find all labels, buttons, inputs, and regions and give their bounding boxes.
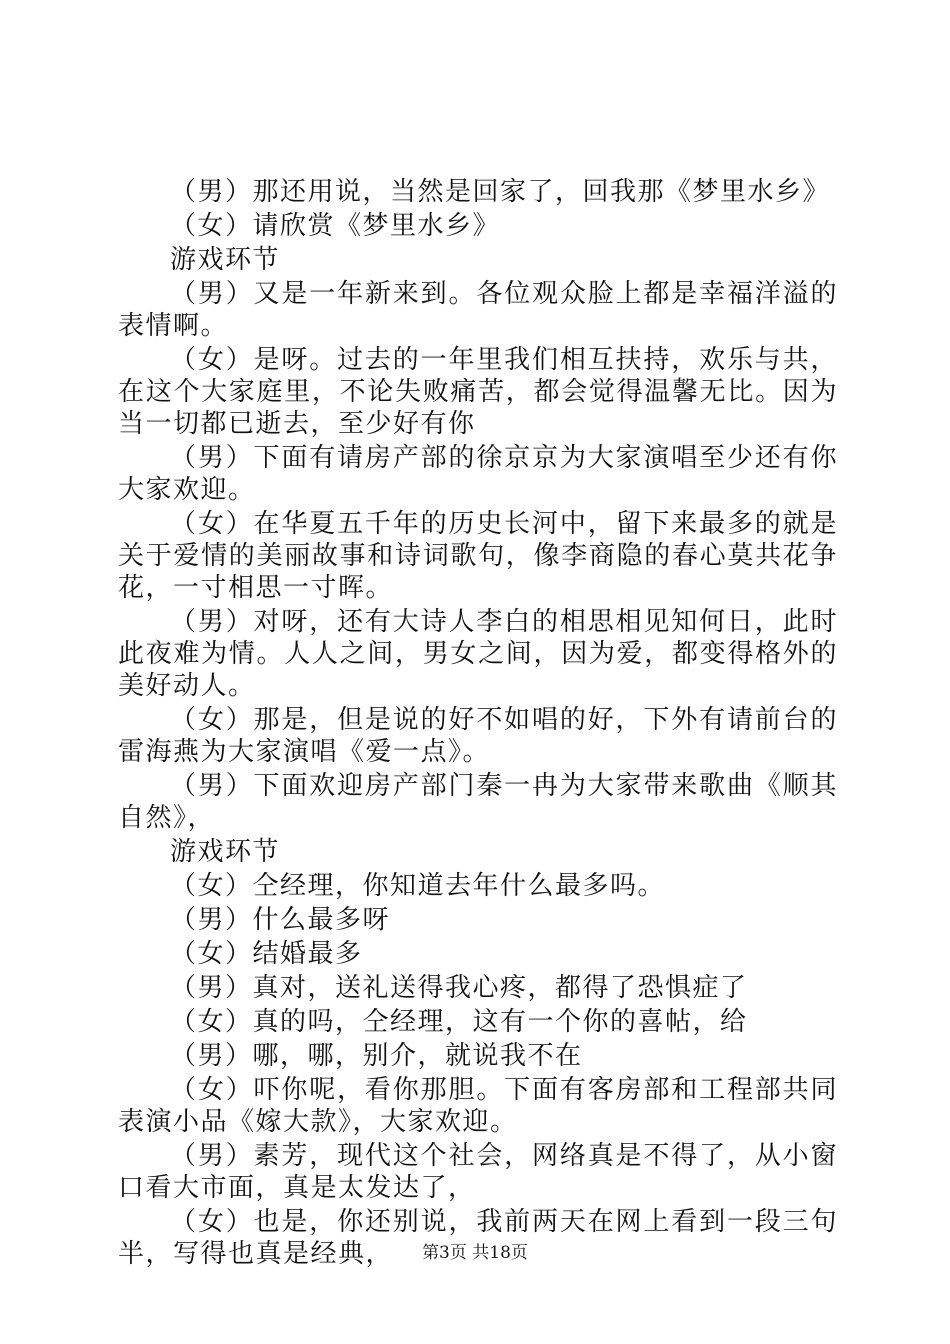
paragraph: （男）下面有请房产部的徐京京为大家演唱至少还有你大家欢迎。	[118, 443, 838, 505]
paragraph: （男）素芳，现代这个社会，网络真是不得了，从小窗口看大市面，真是太发达了，	[118, 1141, 838, 1203]
paragraph: （男）那还用说，当然是回家了，回我那《梦里水乡》	[170, 177, 831, 207]
paragraph: （男）又是一年新来到。各位观众脸上都是幸福洋溢的表情啊。	[118, 279, 838, 341]
page-number-footer: 第3页 共18页	[422, 1243, 528, 1263]
paragraph: （男）什么最多呀	[170, 905, 391, 935]
paragraph: （女）请欣赏《梦里水乡》	[170, 211, 501, 241]
paragraph: （女）真的吗，仝经理，这有一个你的喜帖，给	[170, 1007, 748, 1037]
paragraph: （女）仝经理，你知道去年什么最多吗。	[170, 871, 666, 901]
paragraph: （女）在华夏五千年的历史长河中，留下来最多的就是关于爱情的美丽故事和诗词歌句，像李商隐的春心莫共花争花，一寸相思一寸晖。	[118, 509, 838, 603]
document-body	[118, 176, 838, 1272]
paragraph: （女）吓你呢，看你那胆。下面有客房部和工程部共同表演小品《嫁大款》，大家欢迎。	[118, 1075, 838, 1137]
paragraph: （女）那是，但是说的好不如唱的好，下外有请前台的雷海燕为大家演唱《爱一点》。	[118, 705, 838, 767]
paragraph: （男）哪，哪，别介，就说我不在	[170, 1041, 583, 1071]
paragraph: （男）对呀，还有大诗人李白的相思相见知何日，此时此夜难为情。人人之间，男女之间，因为爱，都变得格外的美好动人。	[118, 607, 838, 701]
section-heading: 游戏环节	[170, 837, 281, 867]
paragraph: （女）结婚最多	[170, 939, 363, 969]
paragraph: （男）真对，送礼送得我心疼，都得了恐惧症了	[170, 973, 748, 1003]
section-heading: 游戏环节	[170, 245, 281, 275]
paragraph: （女）是呀。过去的一年里我们相互扶持，欢乐与共，在这个大家庭里，不论失败痛苦，都会觉得温馨无比。因为当一切都已逝去，至少好有你	[118, 345, 838, 439]
paragraph: （男）下面欢迎房产部门秦一冉为大家带来歌曲《顺其自然》，	[118, 771, 838, 833]
paragraph: （女）也是，你还别说，我前两天在网上看到一段三句半，写得也真是经典，	[118, 1207, 838, 1269]
